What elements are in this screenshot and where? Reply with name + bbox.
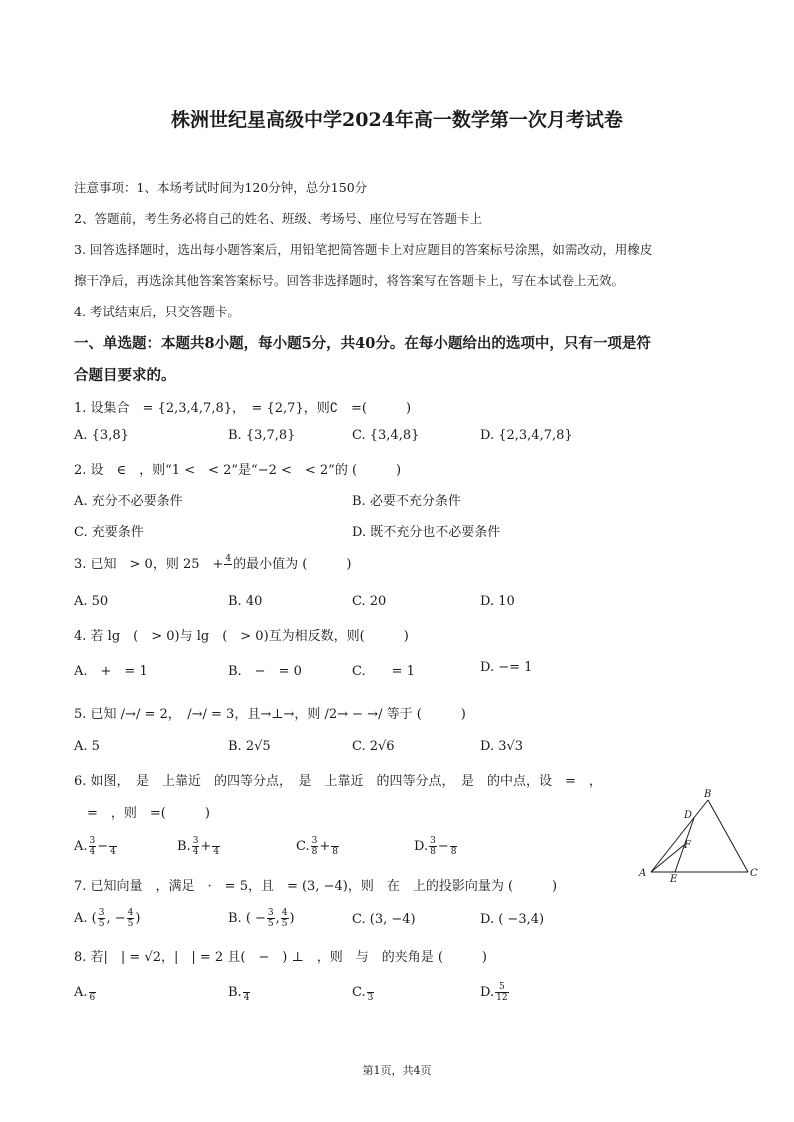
q7-option-b-frac2 [281, 908, 289, 929]
q8-option-c [352, 982, 375, 1003]
page-title: 株洲世纪星高级中学2024年高一数学第一次月考试卷 [171, 109, 623, 131]
q6-option-b [177, 836, 221, 857]
note-line-2: 2、答题前，考生务必将自己的姓名、班级、考场号、座位号写在答题卡上 [74, 211, 482, 226]
q6-option-d-frac1 [429, 836, 437, 857]
q3-option-c: C. 20 [352, 594, 387, 609]
note-line-5: 4. 考试结束后，只交答题卡。 [74, 304, 240, 319]
q8-option-a-den: 6 [89, 993, 96, 1003]
q7-option-a-frac2 [127, 908, 135, 929]
q6-triangle-figure [636, 786, 766, 886]
figure-label-b: B [704, 789, 712, 800]
q7-option-c: C. (3, −4) [352, 912, 416, 927]
q6-option-b-frac2-num [212, 836, 220, 847]
q6-option-a-frac2-den: 4 [110, 847, 116, 857]
q8-option-d-label: D. [480, 985, 495, 1000]
q6-option-a-label: A. [74, 839, 88, 854]
q2-stem: 2. 设 ∈ ，则“1 < < 2”是“−2 < < 2”的 ( ) [74, 463, 402, 478]
figure-label-a: A [639, 868, 647, 879]
q4-option-a: A. + = 1 [74, 664, 148, 679]
figure-label-f: F [684, 840, 691, 851]
q8-option-a-label: A. [74, 985, 88, 1000]
q8-option-d-num: 5 [495, 982, 508, 993]
q5-stem: 5. 已知 /→/ = 2， /→/ = 3，且→⊥→，则 /2→ − →/ 等于 ( ) [74, 707, 466, 722]
q6-option-d-frac2-den: 8 [450, 847, 457, 857]
q8-stem: 8. 若| | = √2，| | = 2 且( − ) ⊥ ，则 与 的夹角是 ( ) [74, 950, 487, 965]
q8-option-d-den: 12 [496, 993, 508, 1003]
figure-label-e: E [670, 874, 678, 885]
q8-option-b-frac [243, 982, 251, 1003]
q7-option-a-frac2-den: 5 [127, 919, 134, 929]
q6-option-a-frac1-num: 3 [89, 836, 96, 846]
q3-option-d: D. 10 [480, 594, 515, 609]
section-heading: 一、单选题：本题共8小题，每小题5分，共40分。在每小题给出的选项中，只有一项是符 [74, 335, 651, 352]
q6-option-a-frac1-den: 4 [89, 847, 96, 857]
note-line-1: 注意事项：1、本场考试时间为120分钟，总分150分 [74, 180, 368, 195]
q4-option-c: C. = 1 [352, 664, 415, 679]
q7-option-a [74, 908, 140, 929]
q4-option-d: D. −= 1 [480, 660, 533, 675]
q7-option-b-label: B. ( − [228, 911, 266, 926]
q8-option-d [480, 982, 510, 1003]
q6-option-b-frac1-num: 3 [192, 836, 199, 846]
q6-stem-line-2: = ，则 =( ) [74, 806, 210, 821]
q6-option-c-frac1-den: 8 [311, 847, 318, 857]
q1-option-c: C. {3,4,8} [352, 428, 420, 443]
q6-option-d-frac1-num: 3 [430, 836, 436, 846]
q5-option-b: B. 2√5 [228, 739, 271, 754]
q7-option-b-end: ) [289, 911, 295, 926]
q6-option-b-frac1 [192, 836, 200, 857]
q7-option-b-frac1-den: 5 [267, 919, 274, 929]
q6-option-a-frac2-num [109, 836, 117, 847]
q2-option-d: D. 既不充分也不必要条件 [352, 525, 501, 540]
q4-stem: 4. 若 lg ( > 0)与 lg ( > 0)互为相反数，则( ) [74, 629, 409, 644]
q6-stem-line-1: 6. 如图， 是 上靠近 的四等分点， 是 上靠近 的四等分点， 是 的中点，设 = ， [74, 774, 602, 789]
q8-option-c-frac [367, 982, 375, 1003]
q5-option-c: C. 2√6 [352, 739, 395, 754]
q6-option-d-frac1-den: 8 [430, 847, 436, 857]
q7-option-a-frac1 [98, 908, 106, 929]
q6-option-c-frac1 [311, 836, 319, 857]
q3-stem-end: 的最小值为 ( ) [233, 557, 352, 572]
q6-option-c-frac2-den: 8 [332, 847, 338, 857]
q6-option-d-op: − [437, 839, 449, 854]
page-footer: 第1页，共4页 [362, 1064, 432, 1077]
q6-option-c-label: C. [296, 839, 310, 854]
q3-option-a: A. 50 [74, 594, 109, 609]
q8-option-d-frac [495, 982, 508, 1003]
figure-label-d: D [684, 810, 693, 821]
q7-stem: 7. 已知向量 ，满足 · = 5，且 = (3, −4)，则 在 上的投影向量为 ( ) [74, 879, 558, 894]
q6-option-b-op: + [200, 839, 212, 854]
q3-option-b: B. 40 [228, 594, 263, 609]
q8-option-a-num [89, 982, 97, 993]
q8-option-c-num [367, 982, 375, 993]
q6-option-d [414, 836, 458, 857]
q6-option-a-op: − [97, 839, 109, 854]
q1-option-a: A. {3,8} [74, 428, 129, 443]
note-line-3: 3. 回答选择题时，选出每小题答案后，用铅笔把简答题卡上对应题目的答案标号涂黑，如需改动，用橡皮 [74, 242, 653, 257]
q8-option-b-den: 4 [243, 993, 250, 1003]
q6-option-b-frac2-den: 4 [213, 847, 220, 857]
q3-stem [74, 553, 351, 575]
q6-option-a [74, 836, 118, 857]
q6-option-c-frac2 [331, 836, 339, 857]
q7-option-d: D. ( −3,4) [480, 912, 545, 927]
q8-option-b [228, 982, 251, 1003]
q2-option-c: C. 充要条件 [74, 525, 144, 540]
q1-option-d: D. {2,3,4,7,8} [480, 428, 573, 443]
q8-option-c-den: 3 [367, 993, 374, 1003]
q4-option-b: B. − = 0 [228, 664, 302, 679]
q8-option-b-num [243, 982, 251, 993]
q8-option-a-frac [89, 982, 97, 1003]
q7-option-a-label: A. ( [74, 911, 97, 926]
q3-stem-start: 3. 已知 > 0，则 25 + [74, 557, 224, 572]
q3-fraction [224, 554, 232, 575]
q3-fraction-num: 4 [225, 554, 232, 564]
q5-option-a: A. 5 [74, 739, 100, 754]
note-line-4: 擦干净后，再选涂其他答案答案标号。回答非选择题时，将答案写在答题卡上，写在本试卷上无效。 [74, 273, 625, 288]
q1-option-b: B. {3,7,8} [228, 428, 296, 443]
q8-option-a [74, 982, 97, 1003]
section-heading-cont: 合题目要求的。 [74, 367, 176, 384]
q6-option-d-frac2-num [450, 836, 458, 847]
q6-option-c [296, 836, 340, 857]
q1-stem: 1. 设集合 = {2,3,4,7,8}， = {2,7}，则∁ =( ) [74, 401, 412, 416]
q7-option-b-frac2-den: 5 [281, 919, 288, 929]
q6-option-c-frac1-num: 3 [311, 836, 318, 846]
q6-option-a-frac1 [89, 836, 97, 857]
q7-option-b-frac1 [267, 908, 275, 929]
q7-option-a-mid: , − [106, 911, 126, 926]
q7-option-a-frac1-den: 5 [98, 919, 105, 929]
q6-option-a-frac2 [109, 836, 117, 857]
q5-option-d: D. 3√3 [480, 739, 524, 754]
q6-option-b-frac2 [212, 836, 220, 857]
q2-option-a: A. 充分不必要条件 [74, 494, 183, 509]
q6-option-d-label: D. [414, 839, 429, 854]
q7-option-b-mid: , [275, 911, 280, 926]
q6-option-c-op: + [319, 839, 331, 854]
segment-ab [651, 800, 708, 872]
q7-option-a-frac1-num: 3 [98, 908, 105, 918]
q6-option-b-label: B. [177, 839, 191, 854]
q7-option-b-frac1-num: 3 [267, 908, 274, 918]
segment-af [651, 845, 684, 872]
q3-fraction-den [224, 565, 232, 575]
q7-option-b [228, 908, 295, 929]
q7-option-b-frac2-num: 4 [281, 908, 288, 918]
q6-option-c-frac2-num [331, 836, 339, 847]
segment-bc [708, 800, 748, 872]
q2-option-b: B. 必要不充分条件 [352, 494, 461, 509]
q6-option-d-frac2 [450, 836, 458, 857]
figure-label-c: C [750, 868, 758, 879]
q7-option-a-end: ) [135, 911, 141, 926]
q6-option-b-frac1-den: 4 [192, 847, 199, 857]
q8-option-b-label: B. [228, 985, 242, 1000]
q7-option-a-frac2-num: 4 [127, 908, 134, 918]
q8-option-c-label: C. [352, 985, 366, 1000]
